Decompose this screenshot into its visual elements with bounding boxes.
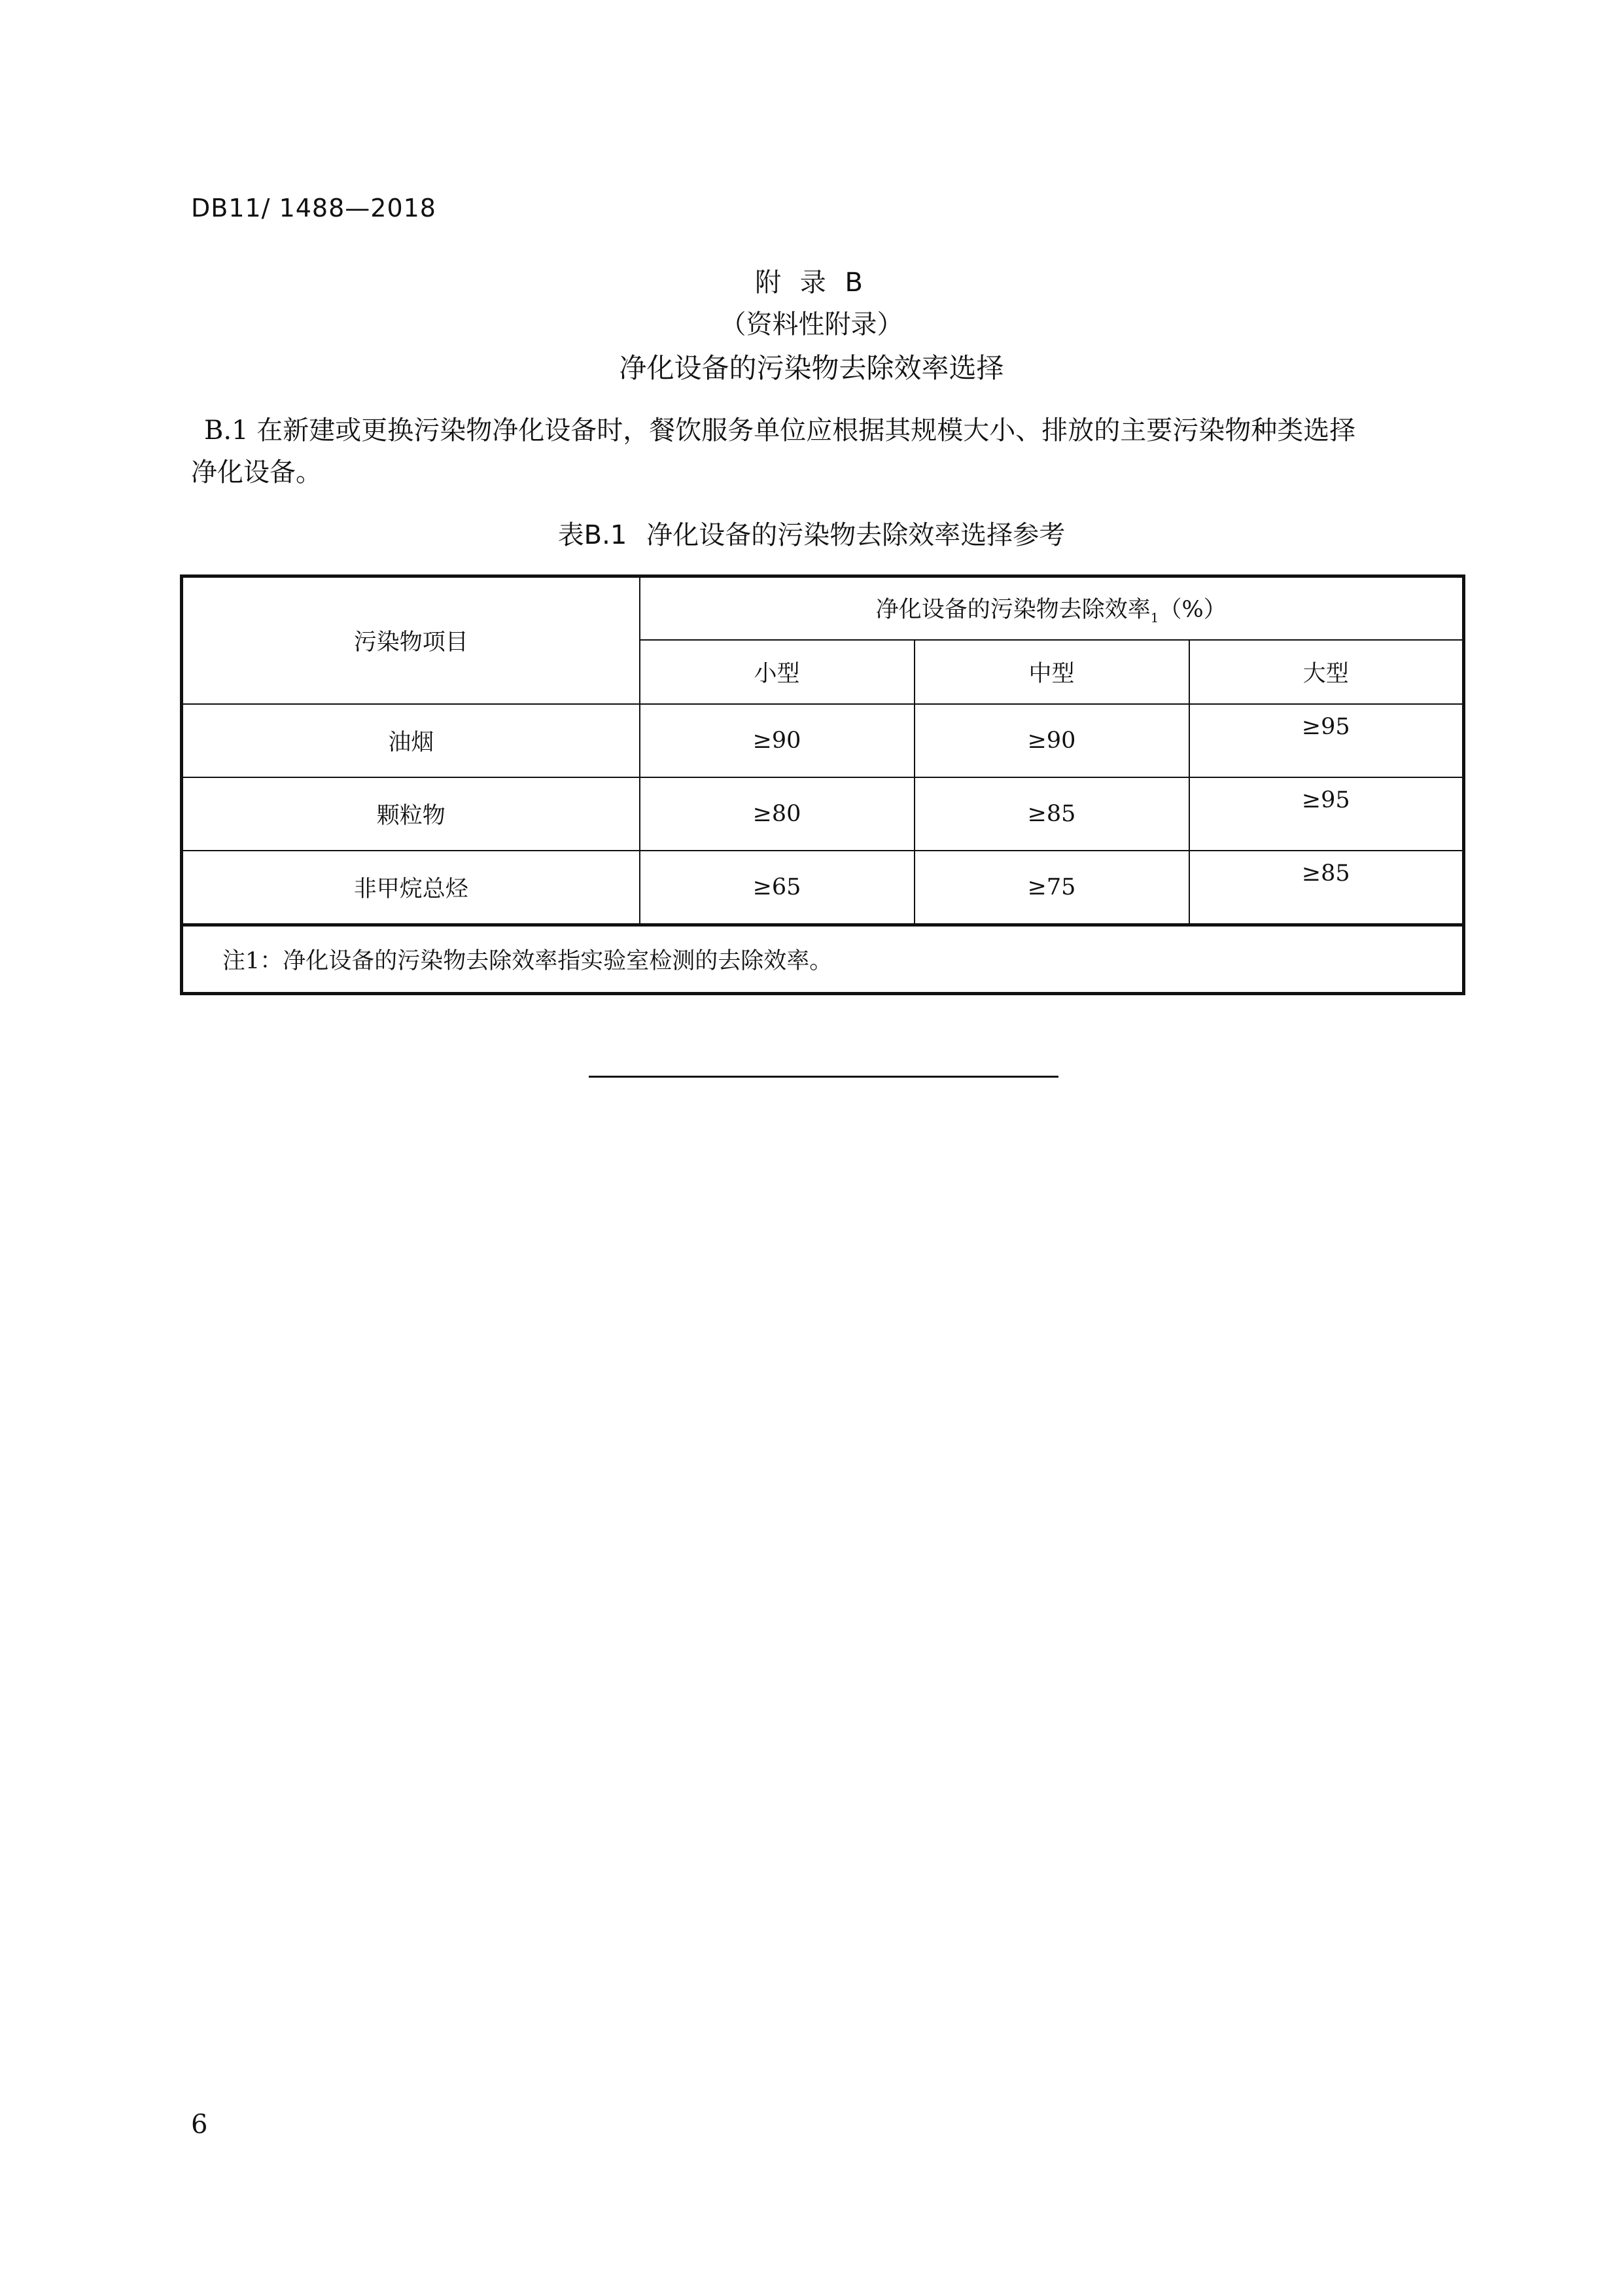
table-caption bbox=[0, 514, 1623, 552]
appendix-subtitle: （资料性附录） bbox=[720, 309, 903, 340]
header-pollutant-item: 污染物项目 bbox=[182, 576, 640, 705]
table-note: 注1：净化设备的污染物去除效率指实验室检测的去除效率。 bbox=[182, 925, 1464, 994]
header-col-large: 大型 bbox=[1189, 640, 1464, 704]
table-caption-label: 表B.1 bbox=[557, 520, 627, 550]
cell-small: ≥90 bbox=[640, 704, 915, 777]
header-col-medium: 中型 bbox=[915, 640, 1189, 704]
cell-item: 颗粒物 bbox=[182, 777, 640, 851]
cell-small: ≥80 bbox=[640, 777, 915, 851]
efficiency-table bbox=[180, 574, 1465, 995]
cell-medium: ≥75 bbox=[915, 851, 1189, 925]
cell-medium: ≥85 bbox=[915, 777, 1189, 851]
header-col-small: 小型 bbox=[640, 640, 915, 704]
cell-large: ≥85 bbox=[1189, 851, 1464, 925]
header-unit: （%） bbox=[1159, 597, 1227, 623]
paragraph-line-2: 净化设备。 bbox=[191, 457, 322, 487]
cell-small: ≥65 bbox=[640, 851, 915, 925]
table-caption-text: 净化设备的污染物去除效率选择参考 bbox=[646, 520, 1066, 550]
cell-large: ≥95 bbox=[1189, 777, 1464, 851]
end-divider bbox=[589, 1076, 1058, 1078]
header-efficiency-label: 净化设备的污染物去除效率 bbox=[875, 597, 1151, 623]
page-number: 6 bbox=[191, 2110, 208, 2140]
cell-item: 非甲烷总烃 bbox=[182, 851, 640, 925]
table-row bbox=[182, 704, 1464, 777]
cell-medium: ≥90 bbox=[915, 704, 1189, 777]
document-code: DB11/ 1488—2018 bbox=[191, 194, 436, 222]
appendix-heading: 净化设备的污染物去除效率选择 bbox=[619, 352, 1004, 384]
header-note-ref: 1 bbox=[1150, 610, 1159, 626]
cell-item: 油烟 bbox=[182, 704, 640, 777]
paragraph-line-1: B.1 在新建或更换污染物净化设备时，餐饮服务单位应根据其规模大小、排放的主要污染物种类选择 bbox=[204, 415, 1356, 446]
header-efficiency-group bbox=[640, 576, 1464, 641]
table-row bbox=[182, 777, 1464, 851]
table-row bbox=[182, 851, 1464, 925]
appendix-title: 附 录 B bbox=[755, 268, 868, 298]
cell-large: ≥95 bbox=[1189, 704, 1464, 777]
